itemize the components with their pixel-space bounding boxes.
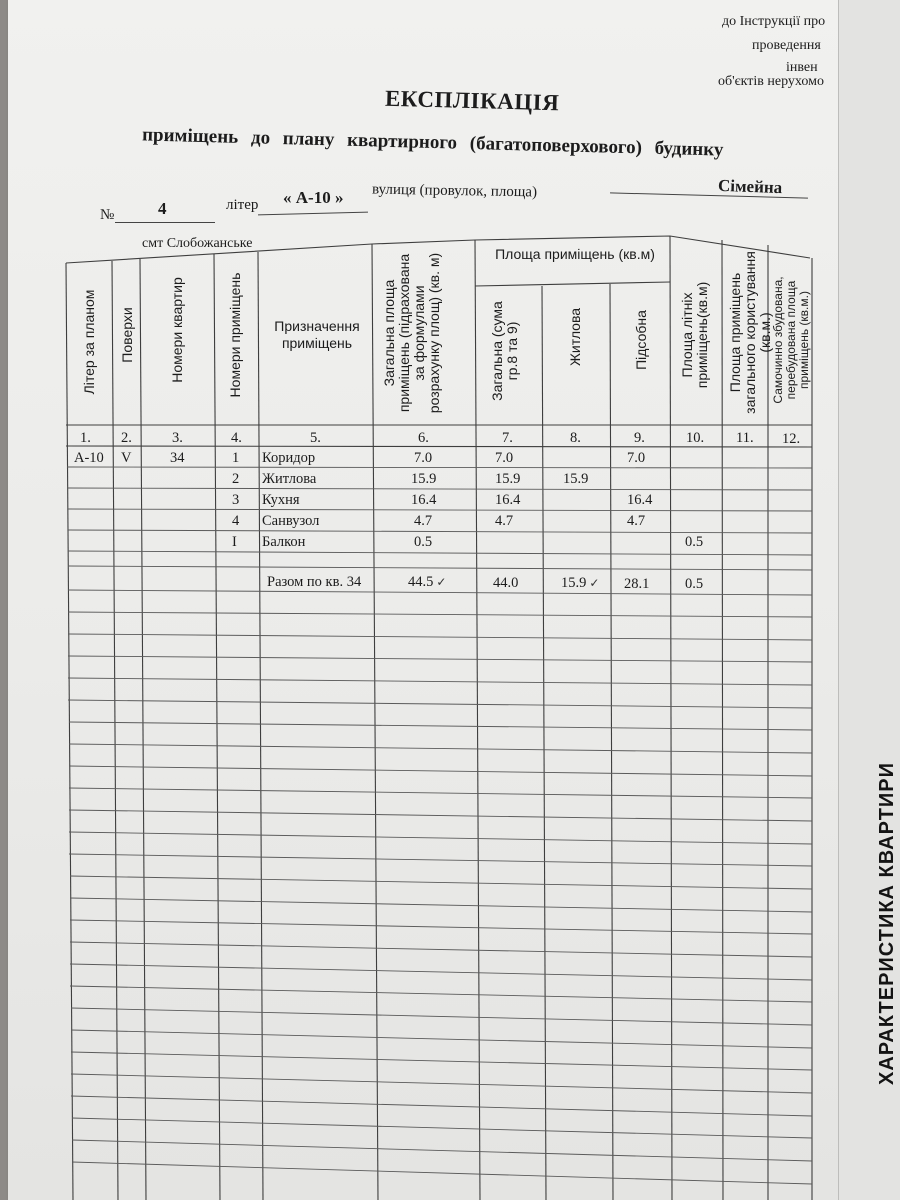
col-header-apartments: Номери квартир: [169, 277, 185, 383]
number-value: 4: [158, 199, 167, 218]
row3-purpose: Кухня: [262, 492, 300, 508]
liter-label: літер: [226, 197, 259, 213]
col-num-7: 7.: [502, 430, 513, 446]
total-row-total: 44.5 ✓: [408, 574, 447, 590]
side-page-title: ХАРАКТЕРИСТИКА КВАРТИРИ: [876, 761, 898, 1085]
col-num-12: 12.: [782, 431, 801, 447]
col-header-unauthorized-area: Самочинно збудована, перебудована площа приміщень (кв.м.): [771, 276, 811, 404]
row4-aux: 4.7: [627, 513, 646, 529]
col-line-8: [610, 284, 613, 1200]
col-line-5: [372, 244, 378, 1200]
row1-total: 7.0: [414, 450, 433, 466]
col-header-sum: Загальна (сума гр.8 та 9): [489, 301, 520, 401]
total-row-aux: 28.1: [624, 576, 650, 592]
group-header-line: [475, 282, 670, 286]
instruction-note-line-3: інвен: [786, 60, 818, 75]
row4-total: 4.7: [414, 513, 433, 529]
col-num-3: 3.: [172, 430, 183, 446]
total-row-living: 15.9 ✓: [561, 575, 600, 591]
document-title: ЕКСПЛІКАЦІЯ: [384, 85, 560, 116]
row3-room: 3: [232, 492, 240, 508]
col-header-living: Житлова: [567, 307, 583, 367]
column-numbers-line: [66, 446, 812, 447]
col-header-liter: Літер за планом: [81, 289, 97, 395]
street-label: вулиця (провулок, площа): [371, 181, 538, 201]
instruction-note-line-1: до Інструкції про: [722, 14, 826, 29]
instruction-note-line-4: об'єктів нерухомо: [718, 74, 824, 89]
row3-sum: 16.4: [495, 492, 521, 508]
number-label: №: [100, 207, 115, 223]
check-mark-living: ✓: [589, 576, 600, 590]
row5-room: I: [232, 534, 237, 550]
check-mark-total: ✓: [436, 575, 447, 589]
col-num-11: 11.: [736, 430, 754, 446]
liter-value: « А-10 »: [283, 188, 344, 207]
row4-sum: 4.7: [495, 513, 514, 529]
col-num-2: 2.: [121, 430, 132, 446]
row1-aux: 7.0: [627, 450, 646, 466]
row5-total: 0.5: [414, 534, 433, 550]
col-line-3: [214, 254, 220, 1200]
col-header-purpose: Призначення приміщень: [274, 318, 360, 351]
col-line-6: [475, 240, 480, 1200]
col-num-1: 1.: [80, 430, 91, 446]
col-header-summer-area: Площа літніх приміщень(кв.м): [679, 281, 710, 389]
col-num-6: 6.: [418, 430, 429, 446]
col-num-8: 8.: [570, 430, 581, 446]
instruction-note-line-2: проведення: [752, 38, 821, 53]
col-header-floors: Поверхи: [119, 307, 135, 363]
col-header-total-area: Загальна площа приміщень (підрахована за формулами розрахунку площ) (кв. м): [381, 252, 442, 414]
row1-apartment: 34: [170, 450, 185, 466]
col-header-rooms: Номери приміщень: [227, 272, 243, 398]
row2-sum: 15.9: [495, 471, 521, 487]
col-num-5: 5.: [310, 430, 321, 446]
area-group-header: Площа приміщень (кв.м): [495, 246, 655, 262]
row4-room: 4: [232, 513, 240, 529]
col-header-auxiliary: Підсобна: [633, 310, 649, 370]
total-row-sum: 44.0: [493, 575, 519, 591]
row2-total: 15.9: [411, 471, 437, 487]
document-subtitle: приміщень до плану квартирного (багатоповерхового) будинку: [141, 124, 724, 161]
row5-purpose: Балкон: [262, 534, 306, 550]
col-line-2: [140, 259, 146, 1200]
col-line-7: [542, 286, 546, 1200]
col-header-common-area: Площа приміщень загального користування (кв.м.): [727, 251, 773, 414]
row1-liter: А-10: [74, 450, 104, 466]
col-line-0: [66, 263, 73, 1200]
row5-summer: 0.5: [685, 534, 704, 550]
col-line-9: [670, 236, 672, 1200]
col-num-9: 9.: [634, 430, 645, 446]
row1-sum: 7.0: [495, 450, 514, 466]
row2-purpose: Житлова: [262, 471, 317, 487]
col-line-4: [258, 252, 263, 1200]
row2-room: 2: [232, 471, 240, 487]
street-value: Сімейна: [717, 175, 783, 198]
col-line-1: [112, 261, 118, 1200]
row1-room: 1: [232, 450, 240, 466]
col-num-10: 10.: [686, 430, 705, 446]
total-row-label: Разом по кв. 34: [267, 574, 362, 590]
row1-purpose: Коридор: [262, 450, 316, 466]
row1-floor: V: [121, 450, 132, 466]
col-num-4: 4.: [231, 430, 242, 446]
row3-aux: 16.4: [627, 492, 653, 508]
row3-total: 16.4: [411, 492, 437, 508]
col-line-10: [722, 240, 723, 1200]
settlement-name: смт Слобожанське: [142, 236, 253, 251]
row2-living: 15.9: [563, 471, 589, 487]
total-row-summer: 0.5: [685, 576, 704, 592]
row4-purpose: Санвузол: [262, 513, 320, 529]
